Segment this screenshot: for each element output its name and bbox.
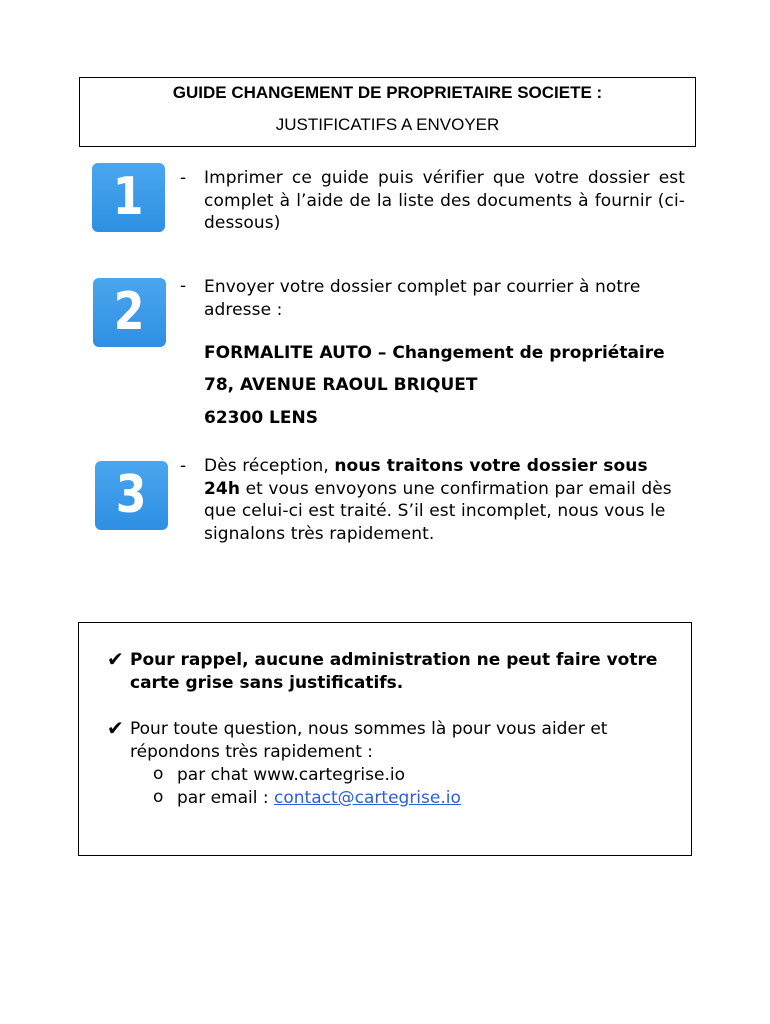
step-1-dash: - [180, 168, 187, 188]
email-label: par email : [177, 788, 275, 808]
address-line-city: 62300 LENS [204, 408, 318, 428]
check-icon: ✔ [107, 647, 124, 671]
step-3-number-icon: 3 [95, 461, 168, 530]
chat-contact: par chat www.cartegrise.io [177, 765, 405, 785]
step-1-text: Imprimer ce guide puis vérifier que votre dossier est complet à l’aide de la liste des documents à fournir (ci-dessous) [204, 168, 685, 233]
document-subtitle: JUSTIFICATIFS A ENVOYER [275, 115, 500, 134]
document-title: GUIDE CHANGEMENT DE PROPRIETAIRE SOCIETE : [172, 83, 603, 102]
bullet-marker: o [153, 787, 164, 807]
step-2-dash: - [180, 276, 187, 296]
check-icon: ✔ [107, 716, 124, 740]
step-2-number-icon: 2 [93, 278, 166, 347]
header-box [79, 77, 696, 147]
step-2-text: Envoyer votre dossier complet par courrier à notre adresse : [204, 277, 641, 320]
step-3-text-rest: et vous envoyons une confirmation par email dès que celui-ci est traité. S’il est incomplet, nous vous le signalons très rapidement. [204, 478, 672, 544]
address-line-company: FORMALITE AUTO – Changement de propriétaire [204, 343, 665, 363]
step-3-text-intro: Dès réception, [204, 456, 335, 476]
step-1-number-icon: 1 [92, 163, 165, 232]
email-contact [177, 787, 461, 810]
bullet-marker: o [153, 764, 164, 784]
step-3-dash: - [180, 456, 187, 476]
question-text: Pour toute question, nous sommes là pour vous aider et répondons très rapidement : [130, 719, 608, 762]
step-3-text-bold: nous traitons votre dossier sous 24h [204, 456, 648, 499]
address-line-street: 78, AVENUE RAOUL BRIQUET [204, 375, 478, 395]
email-link[interactable]: contact@cartegrise.io [274, 788, 461, 808]
info-box [78, 622, 692, 856]
reminder-text: Pour rappel, aucune administration ne peut faire votre carte grise sans justificatifs. [130, 650, 658, 693]
step-3-text [204, 455, 674, 545]
